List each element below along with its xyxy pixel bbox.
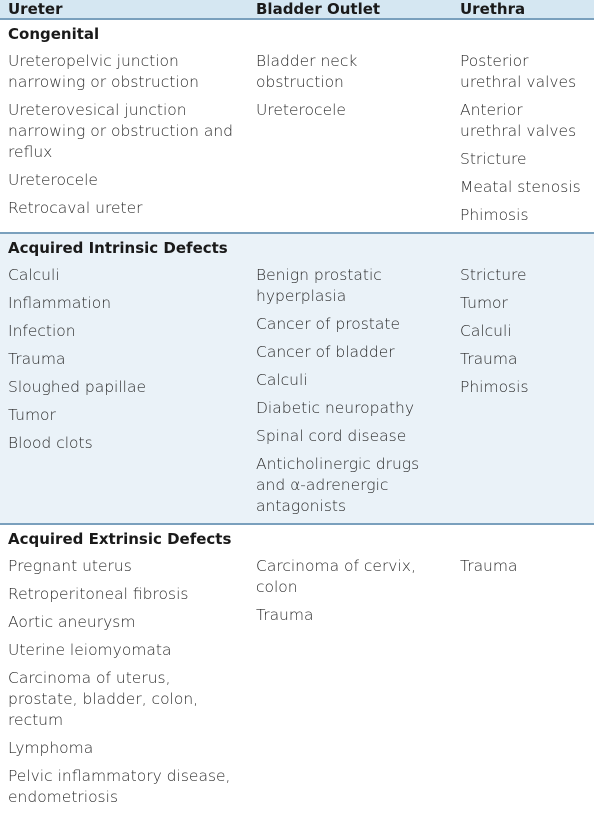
list-item: Tumor: [460, 294, 508, 312]
list-item: Stricture: [460, 150, 527, 168]
list-item: Retrocaval ureter: [8, 199, 143, 217]
list-item: Ureteropelvic junction narrowing or obstruction: [8, 52, 199, 91]
bladder-outlet-column: [248, 48, 452, 226]
urethra-column: [452, 262, 594, 517]
ureter-column: [0, 553, 248, 808]
ureter-column: [0, 48, 248, 226]
section-acquired-extrinsic: [0, 523, 594, 814]
section-body: [0, 262, 594, 523]
list-item: Cancer of prostate: [256, 315, 400, 333]
list-item: Calculi: [256, 371, 308, 389]
list-item: Calculi: [8, 266, 60, 284]
header-ureter: Ureter: [8, 0, 63, 18]
list-item: Tumor: [8, 406, 56, 424]
list-item: Trauma: [256, 606, 314, 624]
list-item: Carcinoma of uterus, prostate, bladder, colon, rectum: [8, 669, 199, 729]
section-congenital: [0, 18, 594, 232]
list-item: Pelvic inflammatory disease, endometriosis: [8, 767, 231, 806]
section-acquired-intrinsic: [0, 232, 594, 523]
list-item: Anticholinergic drugs and α-adrenergic antagonists: [256, 455, 420, 515]
list-item: Bladder neck obstruction: [256, 52, 358, 91]
bladder-outlet-column: [248, 553, 452, 808]
list-item: Phimosis: [460, 378, 529, 396]
list-item: Inflammation: [8, 294, 112, 312]
list-item: Ureterocele: [256, 101, 346, 119]
list-item: Benign prostatic hyperplasia: [256, 266, 382, 305]
list-item: Phimosis: [460, 206, 529, 224]
bladder-outlet-column: [248, 262, 452, 517]
list-item: Trauma: [8, 350, 66, 368]
list-item: Spinal cord disease: [256, 427, 407, 445]
section-title: Acquired Extrinsic Defects: [0, 523, 594, 553]
list-item: Calculi: [460, 322, 512, 340]
list-item: Stricture: [460, 266, 527, 284]
list-item: Blood clots: [8, 434, 93, 452]
list-item: Infection: [8, 322, 76, 340]
list-item: Meatal stenosis: [460, 178, 581, 196]
list-item: Diabetic neuropathy: [256, 399, 415, 417]
list-item: Anterior urethral valves: [460, 101, 577, 140]
table-header: [0, 0, 594, 18]
list-item: Trauma: [460, 557, 518, 575]
list-item: Posterior urethral valves: [460, 52, 577, 91]
ureter-column: [0, 262, 248, 517]
urethra-column: [452, 553, 594, 808]
section-body: [0, 553, 594, 814]
section-title: Acquired Intrinsic Defects: [0, 232, 594, 262]
list-item: Aortic aneurysm: [8, 613, 136, 631]
section-title: Congenital: [0, 18, 594, 48]
list-item: Pregnant uterus: [8, 557, 132, 575]
list-item: Ureterovesical junction narrowing or obstruction and reflux: [8, 101, 233, 161]
list-item: Ureterocele: [8, 171, 98, 189]
header-urethra: Urethra: [460, 0, 526, 18]
urethra-column: [452, 48, 594, 226]
list-item: Retroperitoneal fibrosis: [8, 585, 189, 603]
section-body: [0, 48, 594, 232]
list-item: Carcinoma of cervix, colon: [256, 557, 416, 596]
list-item: Cancer of bladder: [256, 343, 395, 361]
list-item: Sloughed papillae: [8, 378, 147, 396]
header-bladder-outlet: Bladder Outlet: [256, 0, 381, 18]
list-item: Uterine leiomyomata: [8, 641, 172, 659]
list-item: Lymphoma: [8, 739, 94, 757]
list-item: Trauma: [460, 350, 518, 368]
